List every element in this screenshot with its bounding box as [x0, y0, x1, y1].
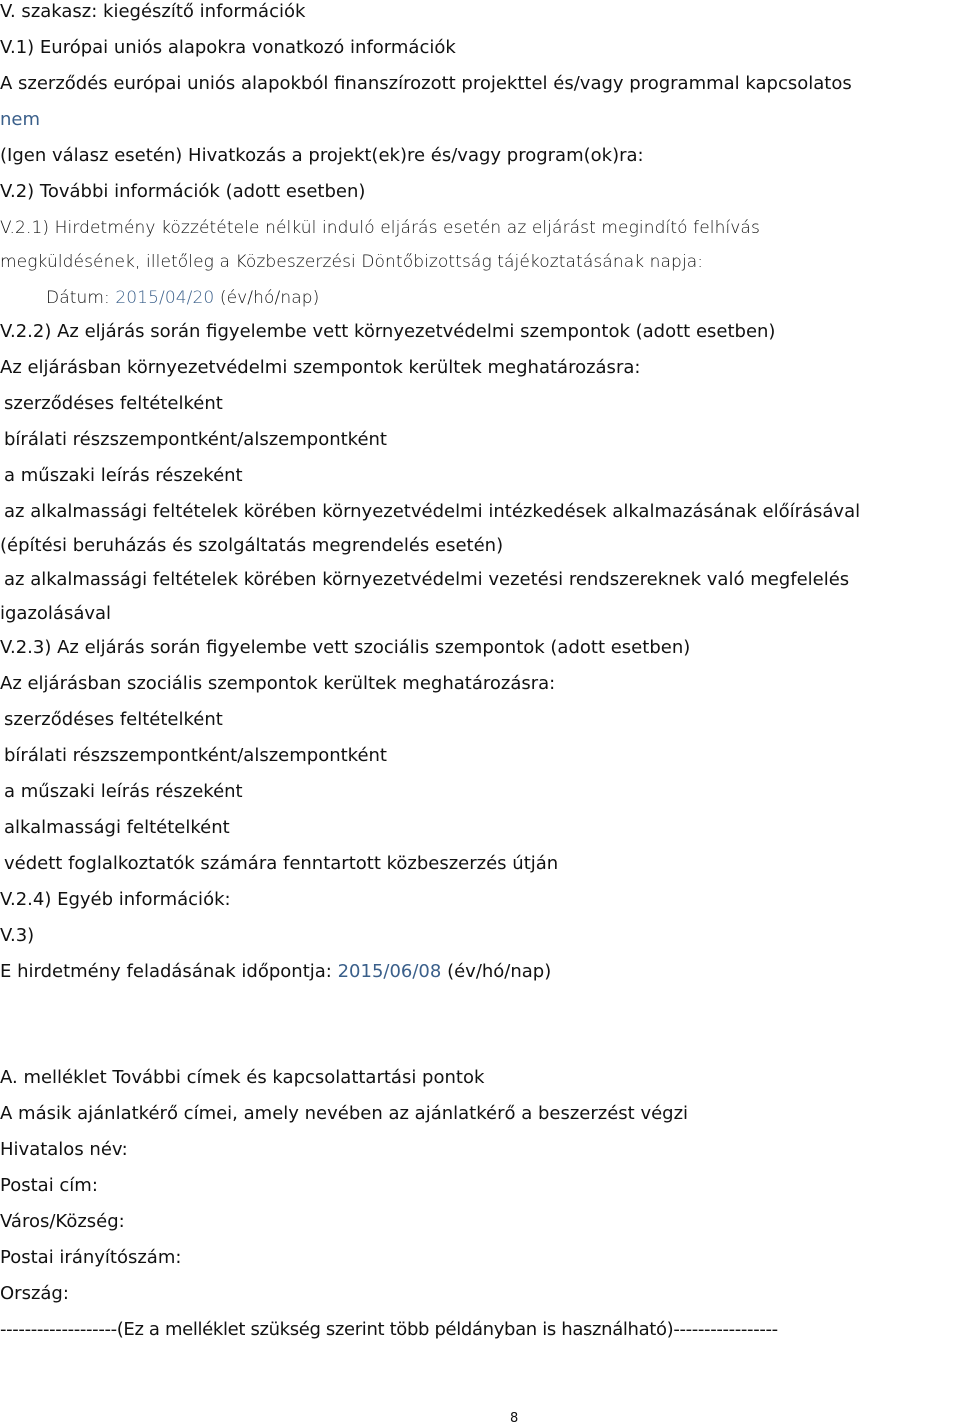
annex-field-town: Város/Község: [0, 1211, 125, 1232]
annex-footer-note: -------------------(Ez a melléklet szükség szerint több példányban is használható)----------------- [0, 1319, 778, 1340]
v24-heading: V.2.4) Egyéb információk: [0, 889, 231, 910]
annex-subtitle: A másik ajánlatkérő címei, amely nevében az ajánlatkérő a beszerzést végzi [0, 1103, 689, 1124]
v22-item: az alkalmassági feltételek körében környezetvédelmi vezetési rendszereknek való megfelelés [4, 569, 850, 590]
v22-item: (építési beruházás és szolgáltatás megrendelés esetén) [0, 535, 504, 556]
date-label: Dátum: [46, 288, 116, 308]
v23-intro: Az eljárásban szociális szempontok kerültek meghatározásra: [0, 673, 556, 694]
eu-funds-question: A szerződés európai uniós alapokból finanszírozott projekttel és/vagy programmal kapcsolatos [0, 73, 852, 94]
v22-item: bírálati részszempontként/alszempontként [4, 429, 387, 450]
eu-funds-reference: (Igen válasz esetén) Hivatkozás a projekt(ek)re és/vagy program(ok)ra: [0, 145, 644, 166]
v2-heading: V.2) További információk (adott esetben) [0, 181, 366, 202]
section-title: V. szakasz: kiegészítő információk [0, 1, 306, 22]
eu-funds-answer: nem [0, 109, 41, 130]
annex-title: A. melléklet További címek és kapcsolattartási pontok [0, 1067, 485, 1088]
v22-item: a műszaki leírás részeként [4, 465, 243, 486]
dispatch-label: E hirdetmény feladásának időpontja: [0, 961, 338, 982]
date-format: (év/hó/nap) [214, 288, 320, 308]
v23-heading: V.2.3) Az eljárás során figyelembe vett szociális szempontok (adott esetben) [0, 637, 691, 658]
dispatch-date-row [0, 960, 551, 984]
v23-item: szerződéses feltételként [4, 709, 223, 730]
annex-field-country: Ország: [0, 1283, 69, 1304]
v23-item: a műszaki leírás részeként [4, 781, 243, 802]
v23-item: alkalmassági feltételként [4, 817, 230, 838]
v22-item: igazolásával [0, 603, 112, 624]
v21-date-row [46, 286, 319, 310]
v22-item: szerződéses feltételként [4, 393, 223, 414]
dispatch-date: 2015/06/08 [337, 961, 442, 982]
annex-field-postal-address: Postai cím: [0, 1175, 98, 1196]
date-value: 2015/04/20 [115, 288, 215, 308]
dispatch-format: (év/hó/nap) [441, 961, 552, 982]
page-number: 8 [510, 1411, 519, 1426]
v23-item: bírálati részszempontként/alszempontként [4, 745, 387, 766]
v23-item: védett foglalkoztatók számára fenntartott közbeszerzés útján [4, 853, 559, 874]
v22-heading: V.2.2) Az eljárás során figyelembe vett környezetvédelmi szempontok (adott esetben) [0, 321, 776, 342]
annex-field-official-name: Hivatalos név: [0, 1139, 128, 1160]
v22-intro: Az eljárásban környezetvédelmi szempontok kerültek meghatározásra: [0, 357, 641, 378]
v21-text-line1: V.2.1) Hirdetmény közzététele nélkül induló eljárás esetén az eljárást megindító felhívás [0, 218, 760, 238]
v1-heading: V.1) Európai uniós alapokra vonatkozó információk [0, 37, 456, 58]
v3-heading: V.3) [0, 925, 35, 946]
v22-item: az alkalmassági feltételek körében környezetvédelmi intézkedések alkalmazásának előírásával [4, 501, 861, 522]
v21-text-line2: megküldésének, illetőleg a Közbeszerzési Döntőbizottság tájékoztatásának napja: [0, 252, 704, 272]
annex-field-postal-code: Postai irányítószám: [0, 1247, 182, 1268]
